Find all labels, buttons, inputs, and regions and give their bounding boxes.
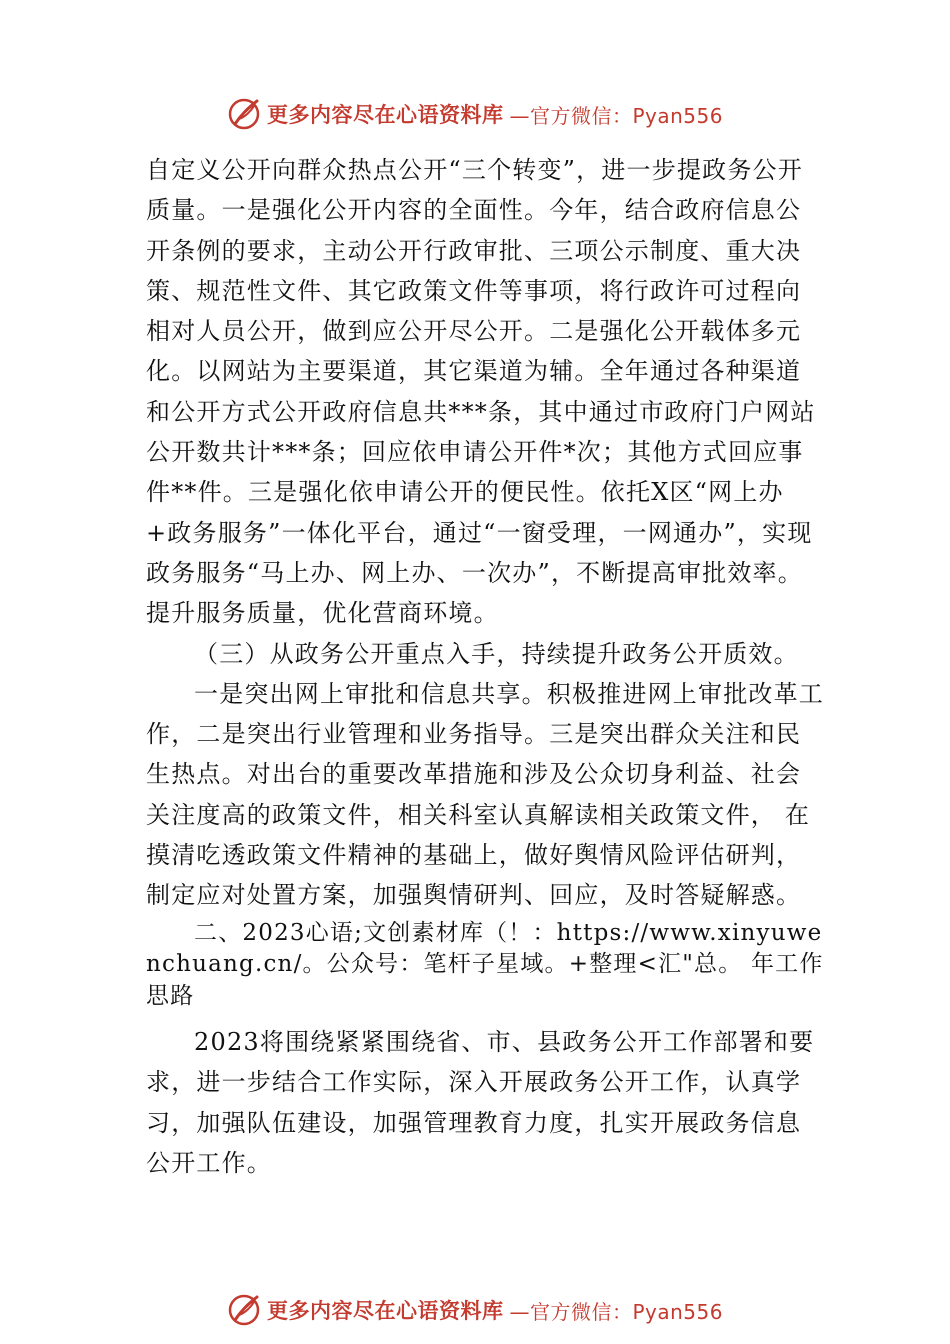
paragraph-2: 一是突出网上审批和信息共享。积极推进网上审批改革工作，二是突出行业管理和业务指导。三是突出群众关注和民生热点。对出台的重要改革措施和涉及公众切身利益、社会关注度高的政策文件，相关科室认真解读相关政策文件， 在摸清吃透政策文件精神的基础上，做好舆情风险评估研判，制定应对处置方案，加强舆情研判、回应，及时答疑解惑。 [146, 679, 824, 910]
header-wechat-text: —官方微信：Pyan556 [509, 103, 723, 128]
header-watermark [0, 94, 950, 134]
quill-logo-icon [227, 1293, 261, 1327]
paragraph-1: 自定义公开向群众热点公开“三个转变”，进一步提政务公开质量。一是强化公开内容的全面性。今年，结合政府信息公开条例的要求，主动公开行政审批、三项公示制度、重大决策、规范性文件、其它政策文件等事项，将行政许可过程向相对人员公开，做到应公开尽公开。二是强化公开载体多元化。以网站为主要渠道，其它渠道为辅。全年通过各种渠道和公开方式公开政府信息共***条，其中通过市政府门户网站公开数共计***条；回应依申请公开件*次；其他方式回应事件**件。三是强化依申请公开的便民性。依托X区“网上办+政务服务”一体化平台，通过“一窗受理，一网通办”，实现政务服务“马上办、网上办、一次办”，不断提高审批效率。提升服务质量，优化营商环境。 [146, 156, 816, 628]
footer-brand-text: 更多内容尽在心语资料库 [266, 1298, 504, 1323]
quill-logo-icon [227, 97, 261, 131]
footer-wechat-text: —官方微信：Pyan556 [509, 1299, 723, 1324]
footer-watermark [0, 1290, 950, 1330]
paragraph-3: 2023将围绕紧紧围绕省、市、县政务公开工作部署和要求，进一步结合工作实际，深入开展政务公开工作，认真学习，加强队伍建设，加强管理教育力度，扎实开展政务信息公开工作。 [146, 1028, 815, 1178]
section-heading-3: （三）从政务公开重点入手，持续提升政务公开质效。 [194, 639, 799, 668]
header-brand-text: 更多内容尽在心语资料库 [266, 102, 504, 127]
document-body [146, 150, 826, 1183]
section-heading-2-with-url: 二、2023心语;文创素材库（！：https://www.xinyuwenchuang.cn/。公众号：笔杆子星域。+整理<汇"总。 年工作思路 [146, 919, 824, 1009]
